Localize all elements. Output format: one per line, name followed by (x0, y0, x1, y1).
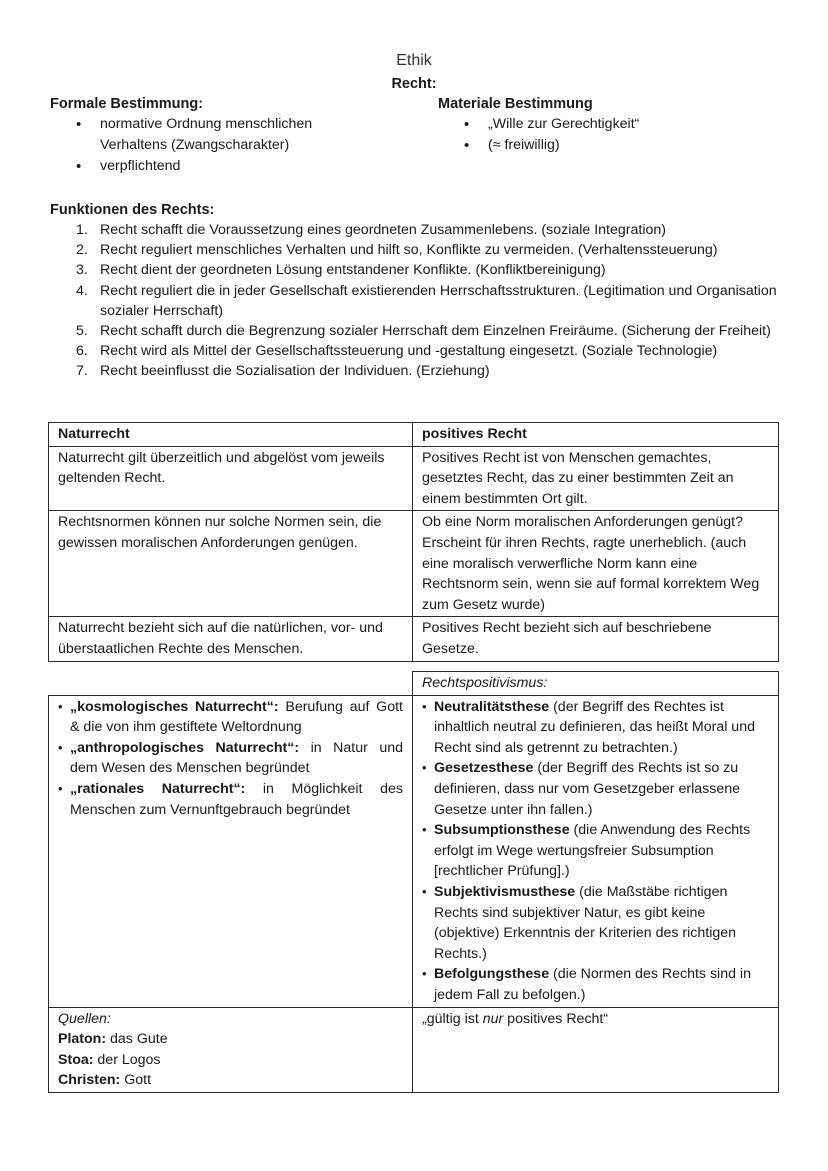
document-subject: Ethik (396, 52, 432, 69)
formal-definition (50, 95, 390, 177)
sources-label: Quellen: (58, 1010, 111, 1027)
list-item: • Befolgungsthese (die Normen des Rechts sind in jedem Fall zu befolgen.) (422, 964, 769, 1005)
list-item: • verpflichtend (50, 156, 390, 177)
list-item: • „rationales Naturrecht“: in Möglichkeit des Menschen zum Vernunftgebrauch begründet (58, 779, 403, 820)
source-item: Christen: Gott (58, 1072, 152, 1089)
material-heading: Materiale Bestimmung (438, 96, 593, 112)
list-item: 2. Recht reguliert menschliches Verhalten und hilft so, Konflikte zu vermeiden. (Verhaltenssteuerung) (76, 242, 718, 259)
document-topic: Recht: (391, 76, 437, 92)
functions-list (50, 220, 785, 382)
table-cell: Rechtsnormen können nur solche Normen sein, die gewissen moralischen Anforderungen genügen. (49, 511, 413, 617)
list-item: • „anthropologisches Naturrecht“: in Natur und dem Wesen des Menschen begründet (58, 738, 403, 779)
table-cell: Positives Recht ist von Menschen gemachtes, gesetztes Recht, das zu einer bestimmten Zeit an einem bestimmten Ort gilt. (413, 446, 779, 511)
table-header-row (49, 672, 779, 696)
material-definition (438, 95, 778, 156)
table-row (49, 511, 779, 617)
table-row (49, 1007, 779, 1092)
table-cell: Naturrecht bezieht sich auf die natürlichen, vor- und überstaatlichen Rechte des Menschen. (49, 617, 413, 661)
table-cell: Ob eine Norm moralischen Anforderungen genügt? Erscheint für ihren Rechts, ragte unerheblich. (auch eine moralisch verwerfliche Norm kann eine Rechtsnorm sein, wenn sie auf formal korrektem Weg zum Gesetz wurde) (413, 511, 779, 617)
source-item: Platon: das Gute (58, 1031, 168, 1048)
list-item: • Gesetzesthese (der Begriff des Rechts ist so zu definieren, dass nur vom Gesetzgeber erlassene Gesetze unter ihn fallen.) (422, 758, 769, 820)
column-header-naturrecht: Naturrecht (49, 423, 413, 447)
sources-cell (49, 1007, 413, 1092)
functions-heading: Funktionen des Rechts: (50, 202, 215, 218)
list-item: 1. Recht schafft die Voraussetzung eines geordneten Zusammenlebens. (soziale Integration) (76, 222, 666, 238)
column-header-positives-recht: positives Recht (413, 423, 779, 447)
list-item: • „Wille zur Gerechtigkeit“ (438, 114, 778, 135)
table-header-row (49, 423, 779, 447)
list-item: • Neutralitätsthese (der Begriff des Rechtes ist inhaltlich neutral zu definieren, das heißt Moral und Recht sind als getrennt zu betrachten.) (422, 697, 769, 759)
list-item: • „kosmologisches Naturrecht“: Berufung auf Gott & die von ihm gestiftete Weltordnung (58, 697, 403, 738)
list-item: 6. Recht wird als Mittel der Gesellschaftssteuerung und -gestaltung eingesetzt. (Soziale Technologie) (76, 343, 718, 360)
formal-heading: Formale Bestimmung: (50, 96, 204, 112)
quote-text: „gültig ist nur positives Recht“ (422, 1010, 609, 1027)
table-cell: Positives Recht bezieht sich auf beschriebene Gesetze. (413, 617, 779, 661)
theses-list (422, 697, 769, 1006)
quote-cell (413, 1007, 779, 1092)
list-item: • Subjektivismusthese (die Maßstäbe richtigen Rechts sind subjektiver Natur, es gibt keine (objektive) Erkenntnis der Kriterien des richtigen Rechts.) (422, 882, 769, 964)
table-row (49, 617, 779, 661)
material-list (438, 114, 778, 156)
naturrecht-types-list (58, 697, 403, 821)
list-item: 4. Recht reguliert die in jeder Gesellschaft existierenden Herrschaftsstrukturen. (Legitimation und Organisation sozialer Herrschaft) (76, 282, 777, 319)
list-item: • normative Ordnung menschlichen Verhaltens (Zwangscharakter) (50, 114, 390, 156)
list-item: 7. Recht beeinflusst die Sozialisation der Individuen. (Erziehung) (76, 363, 490, 380)
list-item: • Subsumptionsthese (die Anwendung des Rechts erfolgt im Wege wertungsfreier Subsumption [rechtlicher Prüfung].) (422, 820, 769, 882)
theses-cell (413, 695, 779, 1007)
comparison-table (48, 422, 779, 662)
table-cell: Naturrecht gilt überzeitlich und abgelöst vom jeweils geltenden Recht. (49, 446, 413, 511)
column-header-rechtspositivismus: Rechtspositivismus: (413, 672, 779, 696)
naturrecht-types-cell (49, 695, 413, 1007)
theories-table (48, 671, 779, 1093)
empty-header-cell (49, 672, 413, 696)
list-item: • (≈ freiwillig) (438, 135, 778, 156)
formal-list (50, 114, 390, 177)
functions-section (50, 201, 785, 382)
table-row (49, 446, 779, 511)
list-item: 5. Recht schafft durch die Begrenzung sozialer Herrschaft dem Einzelnen Freiräume. (Sicherung der Freiheit) (76, 323, 771, 340)
table-row (49, 695, 779, 1007)
list-item: 3. Recht dient der geordneten Lösung entstandener Konflikte. (Konfliktbereinigung) (76, 262, 606, 279)
source-item: Stoa: der Logos (58, 1051, 161, 1068)
